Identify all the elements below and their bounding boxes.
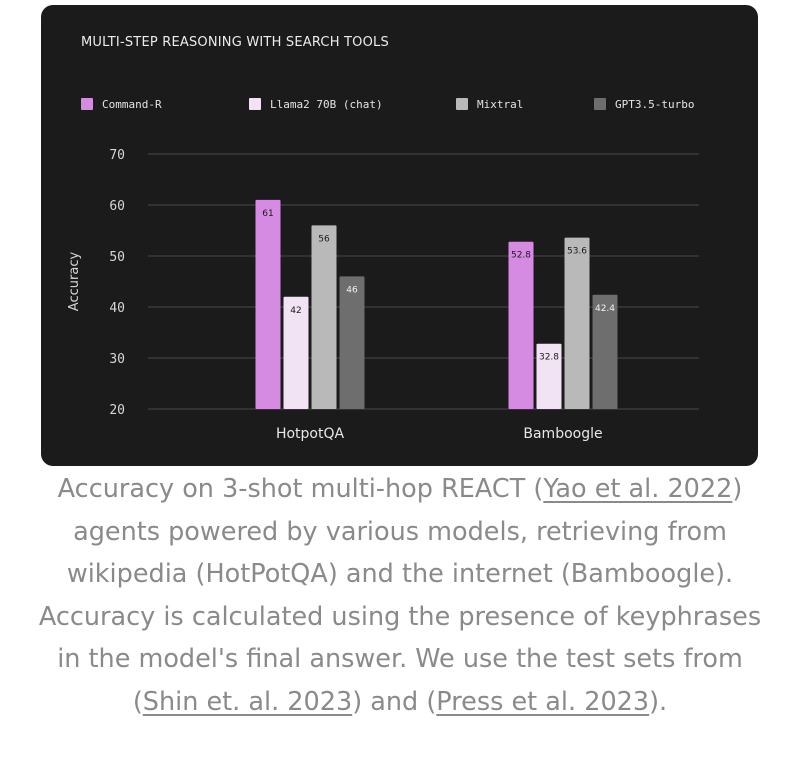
legend-label-gpt35: GPT3.5-turbo	[615, 97, 695, 111]
y-tick-label: 60	[109, 199, 125, 214]
bar	[256, 200, 281, 409]
bar-data-label: 56	[318, 234, 330, 245]
bar-data-label: 52.8	[510, 250, 532, 261]
bar	[509, 242, 534, 409]
bar	[340, 276, 365, 409]
citation-link-press[interactable]: Press et al. 2023	[436, 686, 650, 717]
y-tick-label: 70	[109, 148, 125, 163]
legend-label-mixtral: Mixtral	[477, 97, 524, 111]
y-axis-title: Accuracy	[67, 251, 82, 312]
chart-card	[41, 5, 758, 466]
bar	[565, 238, 590, 409]
bar-chart-plot	[41, 5, 758, 466]
caption-text-3: ) and (	[352, 686, 437, 717]
legend-label-command-r: Command-R	[102, 97, 162, 111]
x-category-label: HotpotQA	[275, 426, 345, 442]
y-tick-label: 40	[109, 301, 125, 316]
bar-data-label: 42.4	[594, 303, 616, 314]
y-tick-label: 50	[109, 250, 125, 265]
bar-data-label: 32.8	[538, 352, 560, 363]
bar-data-label: 61	[262, 208, 274, 219]
y-tick-label: 30	[109, 352, 125, 367]
y-tick-label: 20	[109, 403, 125, 418]
bar	[312, 225, 337, 409]
citation-link-shin[interactable]: Shin et. al. 2023	[142, 686, 353, 717]
figure-caption	[30, 468, 770, 723]
bar-data-label: 46	[346, 285, 358, 296]
caption-text-2: ) agents powered by various models, retrieving from wikipedia (HotPotQA) and the internet (Bamboogle). Accuracy is calculated using the presence of keyphrases in the model's final answer. We use the test sets from (	[38, 474, 762, 717]
caption-text-1: Accuracy on 3-shot multi-hop REACT (	[57, 474, 544, 504]
caption-text-4: ).	[649, 686, 668, 717]
bar-data-label: 42	[290, 305, 302, 316]
legend-label-llama2: Llama2 70B (chat)	[270, 97, 383, 111]
x-category-label: Bamboogle	[523, 426, 603, 442]
bar-data-label: 53.6	[566, 246, 588, 257]
citation-link-yao[interactable]: Yao et al. 2022	[543, 474, 733, 504]
chart-title: MULTI-STEP REASONING WITH SEARCH TOOLS	[81, 35, 389, 50]
